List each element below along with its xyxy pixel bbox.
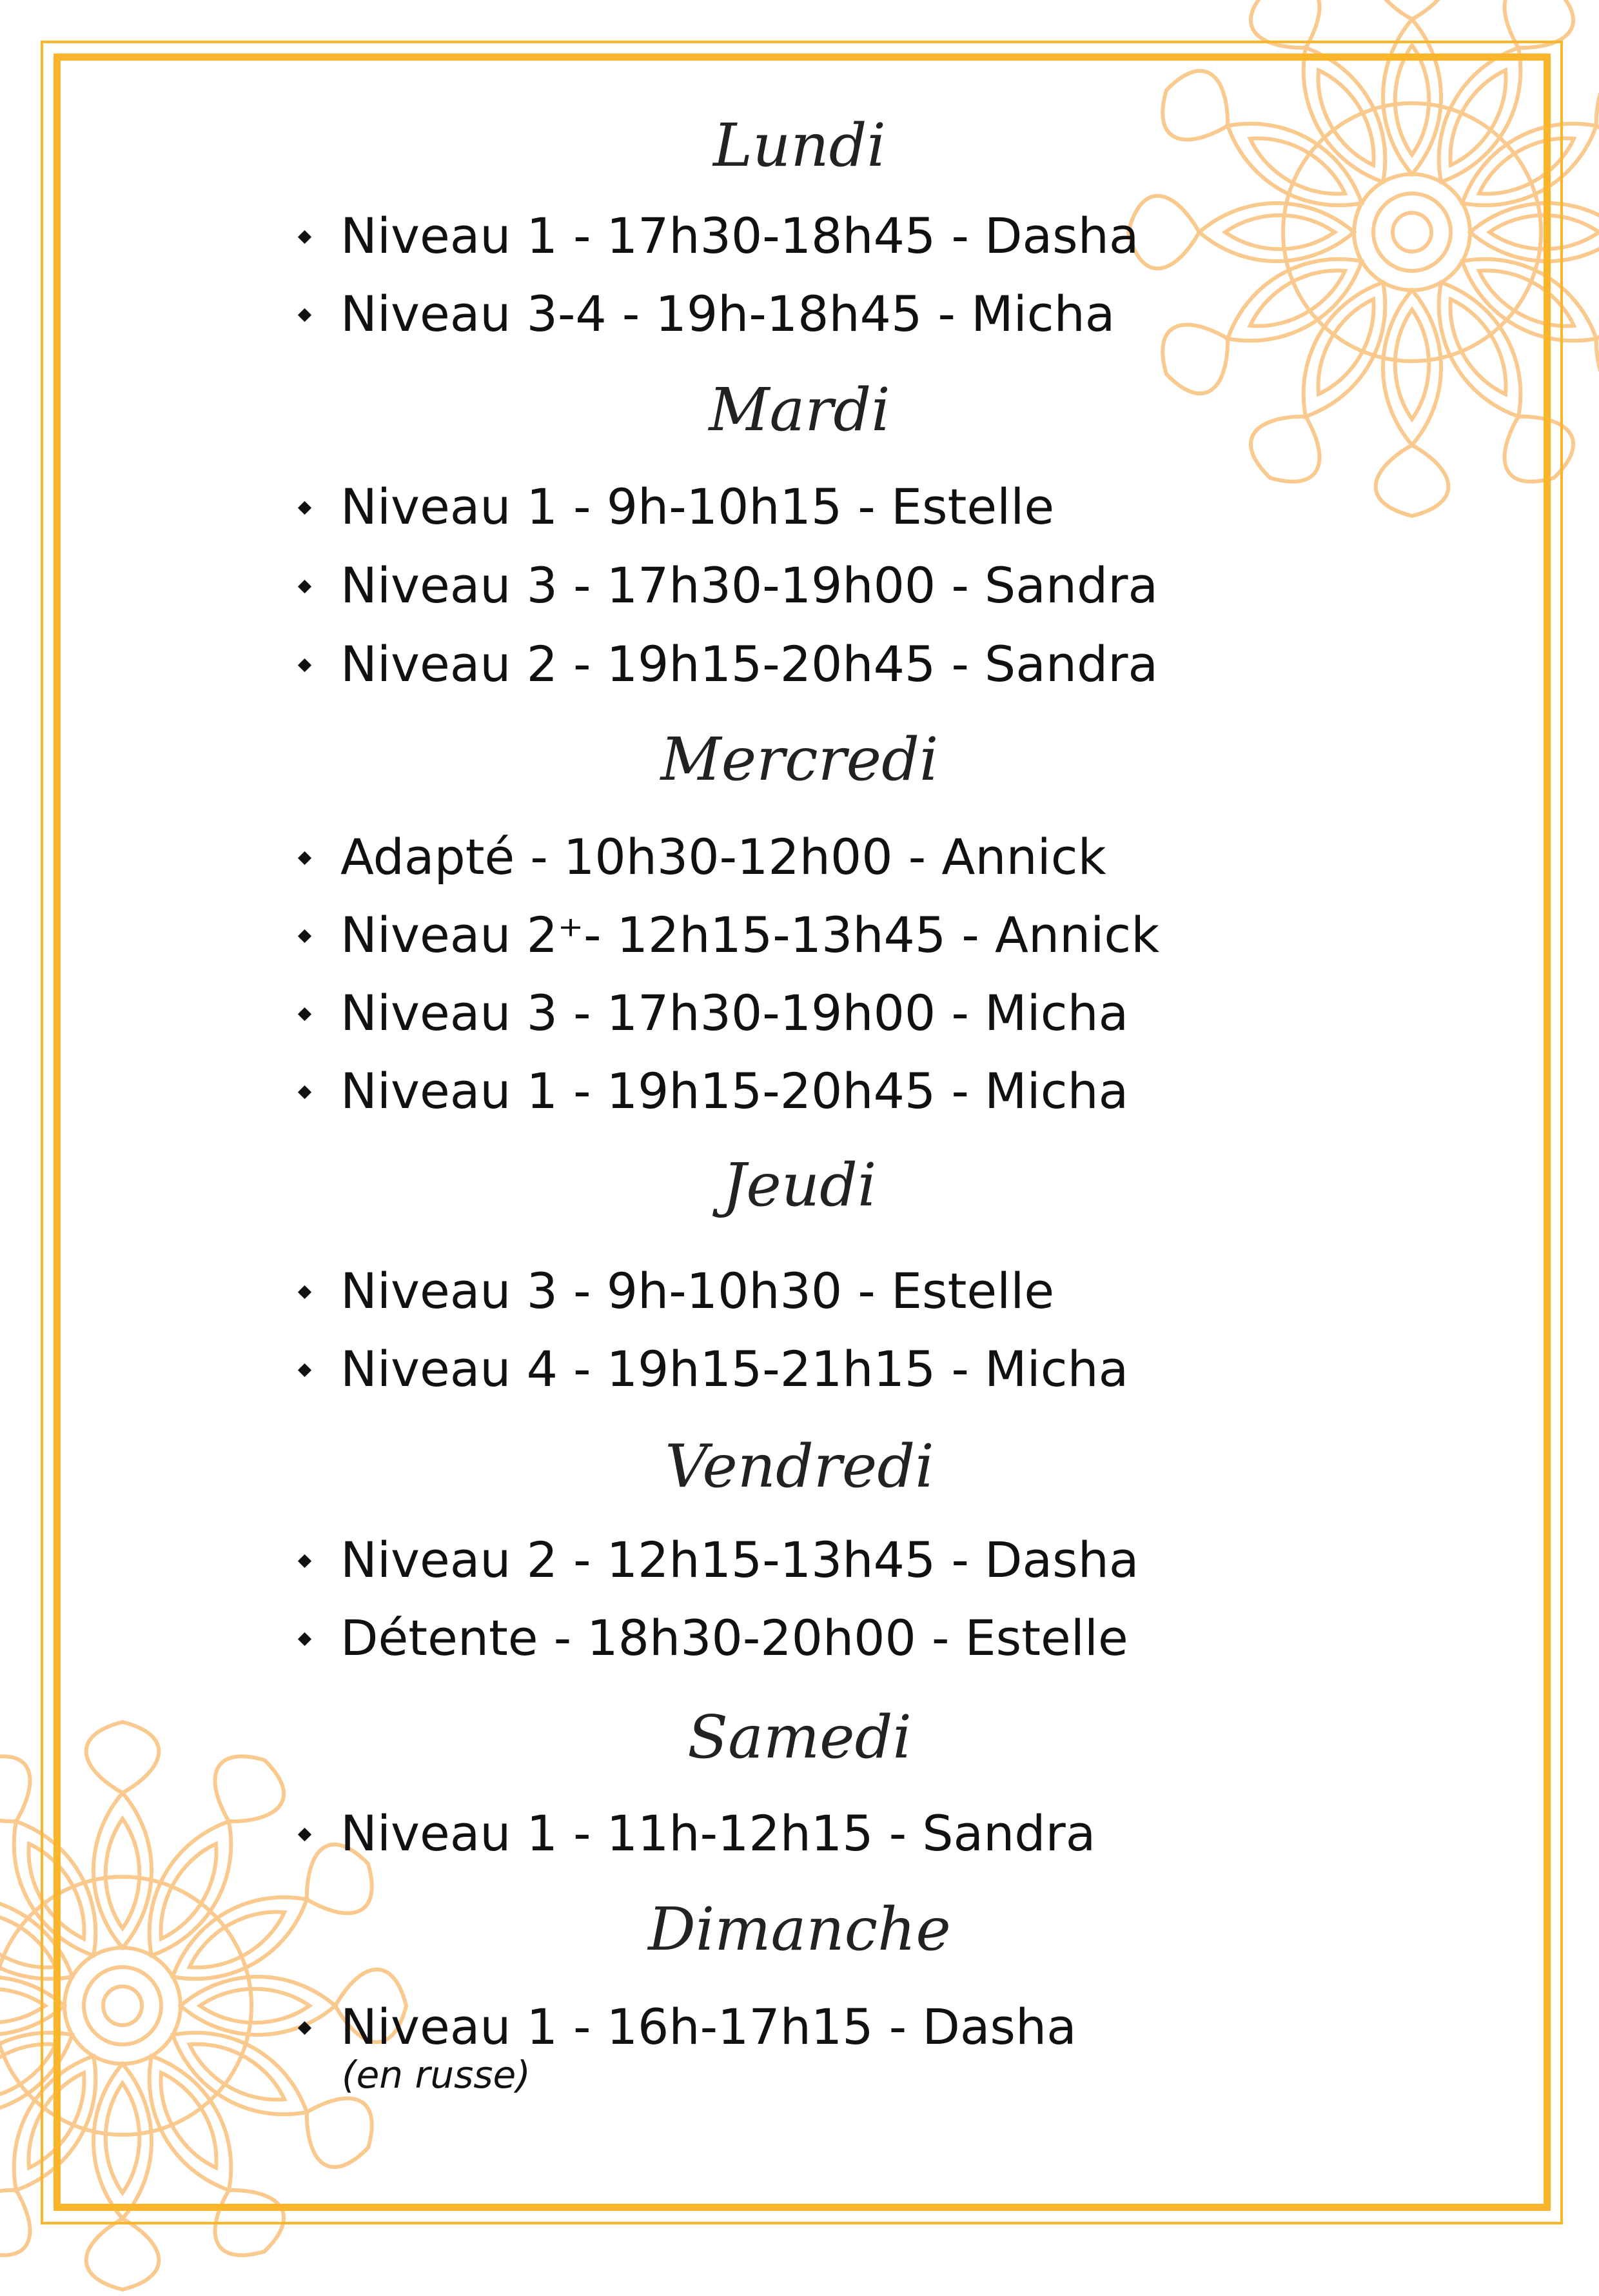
class-item: Niveau 3 - 17h30-19h00 - Sandra: [300, 553, 1158, 618]
bullet-icon: [298, 500, 311, 514]
class-item: Adapté - 10h30-12h00 - Annick: [300, 825, 1106, 889]
class-item: Niveau 1 - 9h-10h15 - Estelle: [300, 475, 1054, 539]
class-item: Niveau 3 - 9h-10h30 - Estelle: [300, 1259, 1054, 1323]
day-heading-vendredi: Vendredi: [665, 1432, 934, 1501]
day-heading-jeudi: Jeudi: [722, 1151, 877, 1220]
class-item: Niveau 3-4 - 19h-18h45 - Micha: [300, 282, 1115, 346]
bullet-icon: [298, 658, 311, 671]
class-item: Niveau 4 - 19h15-21h15 - Micha: [300, 1337, 1128, 1401]
class-item: Niveau 3 - 17h30-19h00 - Micha: [300, 981, 1128, 1045]
class-item: Niveau 1 - 16h-17h15 - Dasha: [300, 1995, 1077, 2059]
bullet-icon: [298, 1554, 311, 1567]
bullet-icon: [298, 2021, 311, 2034]
bullet-icon: [298, 579, 311, 593]
bullet-icon: [298, 1632, 311, 1645]
day-heading-samedi: Samedi: [687, 1703, 912, 1772]
bullet-icon: [298, 1085, 311, 1098]
bullet-icon: [298, 929, 311, 942]
bullet-icon: [298, 1285, 311, 1298]
bullet-icon: [298, 1827, 311, 1841]
bullet-icon: [298, 230, 311, 243]
bullet-icon: [298, 1007, 311, 1020]
day-heading-dimanche: Dimanche: [648, 1895, 951, 1964]
bullet-icon: [298, 1363, 311, 1376]
bullet-icon: [298, 851, 311, 864]
class-item: Niveau 2 - 19h15-20h45 - Sandra: [300, 632, 1158, 697]
day-heading-lundi: Lundi: [713, 111, 886, 180]
class-item: Détente - 18h30-20h00 - Estelle: [300, 1606, 1128, 1670]
bullet-icon: [298, 308, 311, 321]
class-note: (en russe): [342, 2053, 531, 2097]
class-item: Niveau 2⁺- 12h15-13h45 - Annick: [300, 903, 1159, 967]
class-item: Niveau 1 - 19h15-20h45 - Micha: [300, 1059, 1128, 1123]
day-heading-mardi: Mardi: [709, 375, 890, 444]
day-heading-mercredi: Mercredi: [660, 725, 939, 794]
class-item: Niveau 1 - 17h30-18h45 - Dasha: [300, 204, 1139, 268]
class-item: Niveau 2 - 12h15-13h45 - Dasha: [300, 1528, 1139, 1592]
class-item: Niveau 1 - 11h-12h15 - Sandra: [300, 1801, 1095, 1866]
